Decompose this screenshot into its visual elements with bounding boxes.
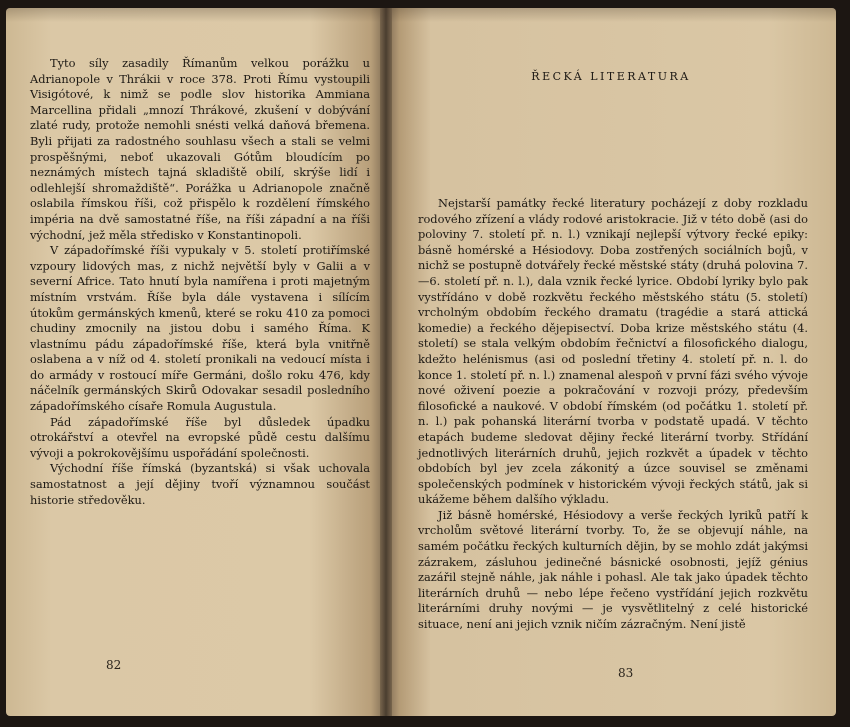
left-page-body [30, 56, 370, 508]
book-gutter [380, 8, 392, 716]
right-paragraph-1: Nejstarší památky řecké literatury pocházejí z doby rozkladu rodového zřízení a vlády rodové aristokracie. Již v této době (asi do poloviny 7. století př. n. l.) vznikají nejlepší výtvory řecké epiky: básně homérské a Hésiodovy. Doba zostřených sociálních bojů, v nichž se postupně dotvářely řecké městské státy (druhá polovina 7.—6. století př. n. l.), dala vznik řecké lyrice. Období lyriky bylo pak vystřídáno v době rozkvětu řeckého městského státu (5. století) vrcholným obdobím řeckého dramatu (tragédie a stará attická komedie) a řeckého dějepisectví. Doba krize městského státu (4. století) se stala velkým obdobím řečnictví a filosofického dialogu, kdežto helénismus (asi od poslední třetiny 4. století př. n. l. do konce 1. století př. n. l.) znamenal alespoň v první fázi svého vývoje nové oživení poezie a pokračování v rozvoji prózy, především filosofické a naukové. V období římském (od počátku 1. století př. n. l.) pak pohanská literární tvorba v podstatě upadá. V těchto etapách budeme sledovat dějiny řecké literární tvorby. Střídání jednotlivých literárních druhů, jejich rozkvět a úpadek v těchto obdobích byl jev zcela zákonitý a úzce souvisel se změnami společenských podmínek v historickém vývoji řeckých států, jak si ukážeme během dalšího výkladu. [418, 196, 808, 507]
left-paragraph-2: V západořímské říši vypukaly v 5. století protiřímské vzpoury lidových mas, z nichž největší byly v Galii a v severní Africe. Tato hnutí byla namířena i proti majetným místním vrstvám. Říše byla dále vystavena i sílícím útokům germánských kmenů, které se roku 410 za pomoci chudiny zmocnily na jistou dobu i samého Říma. K vlastnímu pádu západořímské říše, která byla vnitřně oslabena a v níž od 4. století pronikali na vedoucí místa i do armády v rostoucí míře Germáni, došlo roku 476, kdy náčelník germánských Skirů Odovakar sesadil posledního západořímského císaře Romula Augustula. [30, 243, 370, 414]
right-page-number: 83 [618, 666, 634, 680]
left-paragraph-1: Tyto síly zasadily Římanům velkou porážku u Adrianopole v Thrákii v roce 378. Proti Římu vystoupili Visigótové, k nimž se podle slov historika Ammiana Marcellina přidali „mnozí Thrákové, zkušení v dobývání zlaté rudy, protože nemohli snésti velká daňová břemena. Byli přijati za radostného souhlasu všech a stali se velmi prospěšnými, neboť ukazovali Gótům bloudícím po neznámých místech tajná skladiště obilí, skrýše lidí i odlehlejší shromaždiště“. Porážka u Adrianopole značně oslabila římskou říši, což přispělo k rozdělení římského impéria na dvě samostatné říše, na říši západní a na říši východní, jež měla středisko v Konstantinopoli. [30, 56, 370, 242]
left-paragraph-3: Pád západořímské říše byl důsledek úpadku otrokářství a otevřel na evropské půdě cestu dalšímu vývoji a pokrokovějšímu uspořádání společnosti. [30, 414, 370, 460]
running-head: ŘECKÁ LITERATURA [531, 70, 691, 83]
left-page-number: 82 [106, 658, 122, 672]
page-shadow [386, 8, 836, 22]
left-paragraph-4: Východní říše římská (byzantská) si však uchovala samostatnost a její dějiny tvoří významnou součást historie středověku. [30, 461, 370, 507]
left-page [6, 8, 386, 716]
right-paragraph-2: Již básně homérské, Hésiodovy a verše řeckých lyriků patří k vrcholům světové literární tvorby. To, že se objevují náhle, na samém počátku řeckých kulturních dějin, by se mohlo zdát jakýmsi zázrakem, zásluhou jedinečné básnické osobnosti, jejíž génius zazářil stejně náhle, jak náhle i pohasl. Ale tak jako úpadek těchto literárních druhů — nebo lépe řečeno vystřídání jejich rozkvětu literárními druhy novými — je vysvětlitelný z celé historické situace, není ani jejich vznik ničím zázračným. Není jistě [418, 507, 808, 632]
right-page [386, 8, 836, 716]
page-shadow [6, 8, 386, 22]
right-page-body [418, 196, 808, 633]
